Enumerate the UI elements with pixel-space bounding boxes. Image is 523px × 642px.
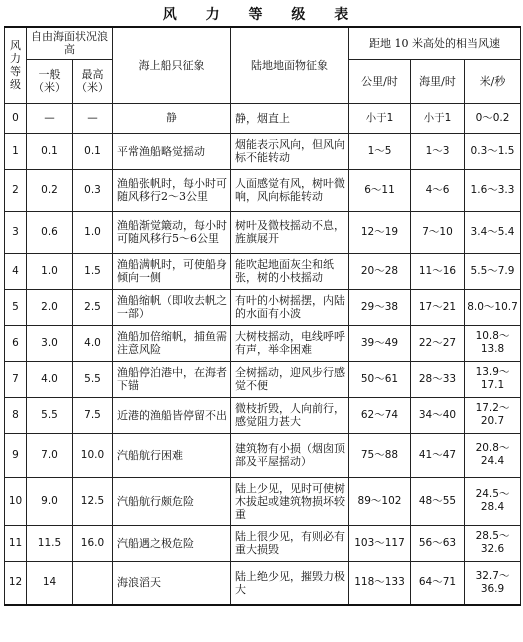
sea-cell: 汽船航行困难 xyxy=(113,433,231,477)
land-cell: 陆上少见，见时可使树木拔起或建筑物损坏较重 xyxy=(231,477,349,525)
knots-cell: 34～40 xyxy=(411,397,465,433)
wave-max-cell: 0.1 xyxy=(73,133,113,169)
wave-max-cell: 16.0 xyxy=(73,525,113,561)
knots-cell: 小于1 xyxy=(411,103,465,133)
ms-cell: 1.6～3.3 xyxy=(465,169,521,211)
kmh-cell: 50～61 xyxy=(349,361,411,397)
wave-normal-cell: 5.5 xyxy=(27,397,73,433)
table-row xyxy=(5,561,521,605)
kmh-cell: 39～49 xyxy=(349,325,411,361)
land-cell: 大树枝摇动，电线呼呼有声，举伞困难 xyxy=(231,325,349,361)
table-row xyxy=(5,211,521,253)
ms-cell: 20.8～24.4 xyxy=(465,433,521,477)
land-cell: 烟能表示风向，但风向标不能转动 xyxy=(231,133,349,169)
header-grade: 风力等级 xyxy=(5,27,27,103)
land-cell: 微枝折毁，人向前行，感觉阻力甚大 xyxy=(231,397,349,433)
grade-cell: 9 xyxy=(5,433,27,477)
sea-cell: 静 xyxy=(113,103,231,133)
header-kmh: 公里/时 xyxy=(349,59,411,103)
wave-normal-cell: 14 xyxy=(27,561,73,605)
land-cell: 陆上绝少见，摧毁力极大 xyxy=(231,561,349,605)
wave-max-cell: 0.3 xyxy=(73,169,113,211)
grade-cell: 6 xyxy=(5,325,27,361)
kmh-cell: 103～117 xyxy=(349,525,411,561)
wave-normal-cell: 4.0 xyxy=(27,361,73,397)
wave-max-cell: 7.5 xyxy=(73,397,113,433)
header-speed-group: 距地 10 米高处的相当风速 xyxy=(349,27,521,59)
grade-cell: 1 xyxy=(5,133,27,169)
header-knots: 海里/时 xyxy=(411,59,465,103)
grade-cell: 12 xyxy=(5,561,27,605)
kmh-cell: 12～19 xyxy=(349,211,411,253)
sea-cell: 海浪滔天 xyxy=(113,561,231,605)
grade-cell: 7 xyxy=(5,361,27,397)
wave-normal-cell: 0.1 xyxy=(27,133,73,169)
header-land: 陆地地面物征象 xyxy=(231,27,349,103)
table-row xyxy=(5,361,521,397)
wave-normal-cell: 11.5 xyxy=(27,525,73,561)
wave-normal-cell: — xyxy=(27,103,73,133)
sea-cell: 渔船缩帆（即收去帆之一部） xyxy=(113,289,231,325)
table-row xyxy=(5,325,521,361)
kmh-cell: 6～11 xyxy=(349,169,411,211)
wave-max-cell: 1.5 xyxy=(73,253,113,289)
kmh-cell: 20～28 xyxy=(349,253,411,289)
ms-cell: 17.2～20.7 xyxy=(465,397,521,433)
header-wave-normal: 一般（米） xyxy=(27,59,73,103)
land-cell: 全树摇动，迎风步行感觉不便 xyxy=(231,361,349,397)
knots-cell: 22～27 xyxy=(411,325,465,361)
wave-normal-cell: 1.0 xyxy=(27,253,73,289)
land-cell: 建筑物有小损（烟囱顶部及平屋摇动） xyxy=(231,433,349,477)
sea-cell: 汽船航行颇危险 xyxy=(113,477,231,525)
kmh-cell: 89～102 xyxy=(349,477,411,525)
grade-cell: 8 xyxy=(5,397,27,433)
grade-cell: 5 xyxy=(5,289,27,325)
table-row xyxy=(5,525,521,561)
wave-normal-cell: 0.6 xyxy=(27,211,73,253)
knots-cell: 11～16 xyxy=(411,253,465,289)
ms-cell: 24.5～28.4 xyxy=(465,477,521,525)
table-row xyxy=(5,289,521,325)
ms-cell: 5.5～7.9 xyxy=(465,253,521,289)
table-row xyxy=(5,433,521,477)
kmh-cell: 1～5 xyxy=(349,133,411,169)
header-wave-group: 自由海面状况浪 高 xyxy=(27,27,113,59)
ms-cell: 28.5～32.6 xyxy=(465,525,521,561)
knots-cell: 48～55 xyxy=(411,477,465,525)
page-title: 风 力 等 级 表 xyxy=(162,7,361,23)
table-row xyxy=(5,133,521,169)
wave-max-cell: 4.0 xyxy=(73,325,113,361)
sea-cell: 渔船满帆时，可使船身倾向一侧 xyxy=(113,253,231,289)
land-cell: 陆上很少见，有则必有重大损毁 xyxy=(231,525,349,561)
kmh-cell: 小于1 xyxy=(349,103,411,133)
knots-cell: 7～10 xyxy=(411,211,465,253)
land-cell: 能吹起地面灰尘和纸张，树的小枝摇动 xyxy=(231,253,349,289)
wave-normal-cell: 7.0 xyxy=(27,433,73,477)
sea-cell: 渔船停泊港中，在海者下锚 xyxy=(113,361,231,397)
knots-cell: 17～21 xyxy=(411,289,465,325)
ms-cell: 8.0～10.7 xyxy=(465,289,521,325)
table-row xyxy=(5,477,521,525)
table-row xyxy=(5,397,521,433)
header-ms: 米/秒 xyxy=(465,59,521,103)
kmh-cell: 29～38 xyxy=(349,289,411,325)
header-wave-max: 最高（米） xyxy=(73,59,113,103)
ms-cell: 0.3～1.5 xyxy=(465,133,521,169)
grade-cell: 3 xyxy=(5,211,27,253)
knots-cell: 1～3 xyxy=(411,133,465,169)
kmh-cell: 62～74 xyxy=(349,397,411,433)
kmh-cell: 75～88 xyxy=(349,433,411,477)
header-sea: 海上船只征象 xyxy=(113,27,231,103)
wave-max-cell: 5.5 xyxy=(73,361,113,397)
ms-cell: 13.9～17.1 xyxy=(465,361,521,397)
wave-max-cell: 10.0 xyxy=(73,433,113,477)
sea-cell: 近港的渔船皆停留不出 xyxy=(113,397,231,433)
grade-cell: 2 xyxy=(5,169,27,211)
wave-max-cell: 1.0 xyxy=(73,211,113,253)
table-row xyxy=(5,253,521,289)
grade-cell: 10 xyxy=(5,477,27,525)
land-cell: 树叶及微枝摇动不息，旌旗展开 xyxy=(231,211,349,253)
table-row xyxy=(5,169,521,211)
sea-cell: 汽船遇之极危险 xyxy=(113,525,231,561)
kmh-cell: 118～133 xyxy=(349,561,411,605)
grade-cell: 4 xyxy=(5,253,27,289)
land-cell: 有叶的小树摇摆，内陆的水面有小波 xyxy=(231,289,349,325)
sea-cell: 渔船渐觉簸动，每小时可随风移行5～6公里 xyxy=(113,211,231,253)
knots-cell: 28～33 xyxy=(411,361,465,397)
wave-normal-cell: 9.0 xyxy=(27,477,73,525)
land-cell: 人面感觉有风，树叶微响，风向标能转动 xyxy=(231,169,349,211)
wave-max-cell: 12.5 xyxy=(73,477,113,525)
wave-normal-cell: 3.0 xyxy=(27,325,73,361)
sea-cell: 平常渔船略觉摇动 xyxy=(113,133,231,169)
ms-cell: 3.4～5.4 xyxy=(465,211,521,253)
sea-cell: 渔船张帆时，每小时可随风移行2～3公里 xyxy=(113,169,231,211)
wave-normal-cell: 0.2 xyxy=(27,169,73,211)
sea-cell: 渔船加倍缩帆，捕鱼需注意风险 xyxy=(113,325,231,361)
ms-cell: 0～0.2 xyxy=(465,103,521,133)
ms-cell: 32.7～36.9 xyxy=(465,561,521,605)
knots-cell: 41～47 xyxy=(411,433,465,477)
knots-cell: 56～63 xyxy=(411,525,465,561)
wave-max-cell xyxy=(73,561,113,605)
ms-cell: 10.8～13.8 xyxy=(465,325,521,361)
wind-scale-table xyxy=(4,26,521,606)
grade-cell: 11 xyxy=(5,525,27,561)
knots-cell: 4～6 xyxy=(411,169,465,211)
knots-cell: 64～71 xyxy=(411,561,465,605)
grade-cell: 0 xyxy=(5,103,27,133)
land-cell: 静，烟直上 xyxy=(231,103,349,133)
table-row xyxy=(5,103,521,133)
wave-max-cell: 2.5 xyxy=(73,289,113,325)
wave-max-cell: — xyxy=(73,103,113,133)
wave-normal-cell: 2.0 xyxy=(27,289,73,325)
